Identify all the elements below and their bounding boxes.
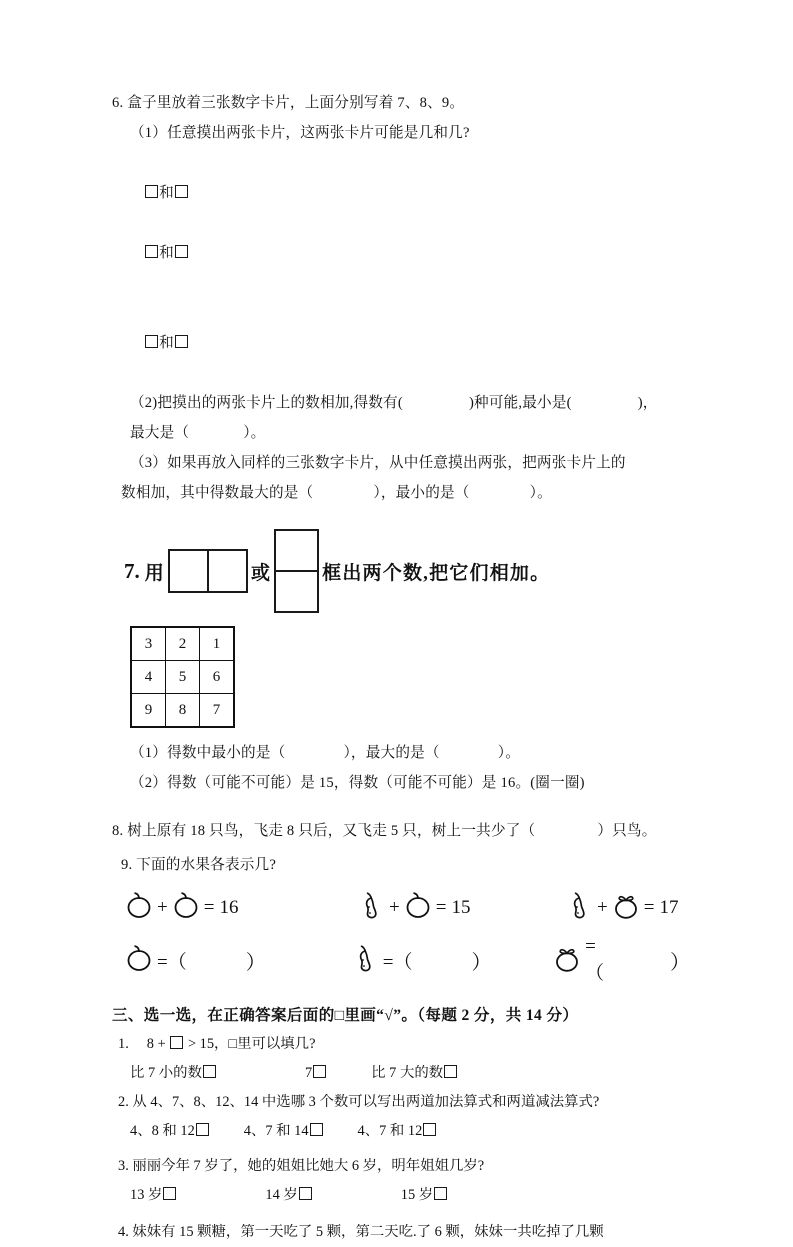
fruit-answer-1 — [124, 943, 350, 979]
equals-sign: = — [435, 897, 447, 918]
and-label-1: 和 — [159, 185, 174, 201]
question-7-part2: （2）得数（可能不可能）是 15，得数（可能不可能）是 16。(圈一圈) — [130, 775, 585, 791]
grid-cell[interactable]: 4 — [131, 661, 166, 694]
plus-sign: + — [597, 897, 608, 918]
orange-icon — [611, 890, 641, 926]
mc2-option-3[interactable]: 4、7 和 12 — [357, 1123, 423, 1139]
option-checkbox[interactable] — [203, 1065, 216, 1078]
mc-question-4: 4. 妹妹有 15 颗糖，第一天吃了 5 颗，第二天吃.了 6 颗，妹妹一共吃掉了几颗 — [118, 1224, 604, 1240]
table-row — [131, 661, 234, 694]
q6-part3-text-d: ）。 — [529, 485, 552, 501]
equation-result: 16 — [219, 897, 239, 918]
equals-open-paren: =（ — [157, 952, 187, 973]
question-7-part1 — [112, 738, 690, 768]
q6-part2-text-d: 最大是（ — [130, 425, 190, 441]
question-6-part2-line1 — [112, 388, 690, 418]
mc1-option-2[interactable]: 7 — [304, 1065, 313, 1081]
grid-cell[interactable]: 6 — [200, 661, 235, 694]
q6-part3-text-b: 数相加，其中得数最大的是（ — [121, 485, 314, 501]
q6-part2-text-a: （2)把摸出的两张卡片上的数相加,得数有( — [130, 395, 403, 411]
mc-question-3-options — [112, 1181, 690, 1210]
answer-box[interactable] — [175, 185, 188, 198]
mc1-text-b: > 15，□里可以填几? — [187, 1036, 316, 1052]
mc3-option-1[interactable]: 13 岁 — [130, 1187, 163, 1203]
option-checkbox[interactable] — [313, 1065, 326, 1078]
grid-cell[interactable]: 5 — [166, 661, 200, 694]
equation-result: 15 — [451, 897, 471, 918]
question-7-text-c: 框出两个数,把它们相加。 — [322, 562, 551, 584]
number-grid-wrapper — [112, 626, 690, 728]
question-7-headline — [112, 528, 690, 614]
apple-icon — [124, 943, 154, 979]
and-label-3: 和 — [159, 335, 174, 351]
pear-icon — [564, 890, 594, 926]
q7-part1-text-b: ），最大的是（ — [343, 745, 440, 761]
mc-question-3: 3. 丽丽今年 7 岁了，她的姐姐比她大 6 岁，明年姐姐几岁? — [118, 1158, 485, 1174]
plus-sign: + — [157, 897, 168, 918]
mc2-option-2[interactable]: 4、7 和 14 — [243, 1123, 309, 1139]
apple-icon — [171, 890, 201, 926]
fruit-answer-2 — [350, 943, 552, 979]
question-7-text-b: 或 — [250, 562, 272, 584]
option-checkbox[interactable] — [444, 1065, 457, 1078]
fruit-equation-row — [112, 890, 690, 926]
frame-cell — [170, 551, 209, 591]
grid-cell[interactable]: 2 — [166, 627, 200, 661]
grid-cell[interactable]: 9 — [131, 694, 166, 728]
frame-cell — [209, 551, 246, 591]
q8-text: 8. 树上原有 18 只鸟，飞走 8 只后，又飞走 5 只，树上一共少了（ — [112, 823, 536, 839]
question-9-stem: 9. 下面的水果各表示几? — [121, 857, 277, 873]
number-grid — [130, 626, 235, 728]
orange-icon — [552, 943, 582, 979]
option-checkbox[interactable] — [163, 1187, 176, 1200]
option-checkbox[interactable] — [423, 1123, 436, 1136]
pear-icon — [350, 943, 380, 979]
mc1-option-3[interactable]: 比 7 大的数 — [371, 1065, 444, 1081]
fruit-equation-2 — [356, 890, 564, 926]
apple-icon — [403, 890, 433, 926]
option-checkbox[interactable] — [299, 1187, 312, 1200]
answer-box[interactable] — [175, 245, 188, 258]
mc-question-1-options — [112, 1059, 690, 1088]
question-6-part2-line2 — [112, 418, 690, 448]
fruit-equation-1 — [124, 890, 356, 926]
equals-open-paren: =（ — [585, 936, 605, 984]
question-6-part3-line1: （3）如果再放入同样的三张数字卡片，从中任意摸出两张，把两张卡片上的 — [130, 455, 626, 471]
fruit-equation-3 — [564, 890, 678, 926]
answer-box[interactable] — [145, 185, 158, 198]
question-6-part3-line2 — [112, 478, 690, 508]
option-checkbox[interactable] — [434, 1187, 447, 1200]
frame-cell — [276, 531, 317, 572]
table-row — [131, 627, 234, 661]
equation-result: 17 — [659, 897, 679, 918]
mc1-text-a: 8 + — [146, 1036, 166, 1052]
section-3-heading: 三、选一选，在正确答案后面的□里画“√”。（每题 2 分，共 14 分） — [112, 1007, 579, 1024]
and-label-2: 和 — [159, 245, 174, 261]
question-6-part1: （1）任意摸出两张卡片，这两张卡片可能是几和几? — [130, 125, 470, 141]
mc-question-2: 2. 从 4、7、8、12、14 中选哪 3 个数可以写出两道加法算式和两道减法算式? — [118, 1094, 600, 1110]
grid-cell[interactable]: 8 — [166, 694, 200, 728]
question-7-number: 7. — [124, 558, 140, 583]
question-6-stem: 6. 盒子里放着三张数字卡片，上面分别写着 7、8、9。 — [112, 95, 465, 111]
question-8 — [112, 816, 690, 846]
q6-part2-text-c: )， — [637, 395, 658, 411]
close-paren: ） — [245, 952, 266, 974]
pear-icon — [356, 890, 386, 926]
frame-cell — [276, 572, 317, 611]
answer-box[interactable] — [170, 1036, 183, 1049]
q7-part1-text-a: （1）得数中最小的是（ — [130, 745, 286, 761]
mc1-option-1[interactable]: 比 7 小的数 — [130, 1065, 202, 1081]
answer-box[interactable] — [145, 335, 158, 348]
grid-cell[interactable]: 3 — [131, 627, 166, 661]
apple-icon — [124, 890, 154, 926]
plus-sign: + — [389, 897, 400, 918]
q6-part3-text-c: ），最小的是（ — [373, 485, 470, 501]
table-row — [131, 694, 234, 728]
equals-sign: = — [643, 897, 655, 918]
q7-part1-text-c: ）。 — [497, 745, 520, 761]
option-checkbox[interactable] — [310, 1123, 323, 1136]
question-7-text-a: 用 — [144, 562, 165, 584]
close-paren: ） — [471, 952, 492, 974]
q6-part2-text-e: ）。 — [243, 425, 266, 441]
mc1-number: 1. — [118, 1036, 129, 1052]
fruit-answer-3 — [552, 936, 690, 985]
grid-cell[interactable]: 1 — [200, 627, 235, 661]
option-checkbox[interactable] — [196, 1123, 209, 1136]
q6-part2-text-b: )种可能,最小是( — [468, 395, 572, 411]
fruit-answer-row — [112, 936, 690, 985]
mc-question-2-options — [112, 1117, 690, 1146]
answer-box[interactable] — [145, 245, 158, 258]
question-6-part1-answer-row — [112, 148, 690, 388]
mc2-option-1[interactable]: 4、8 和 12 — [130, 1123, 195, 1139]
mc-question-1 — [112, 1030, 690, 1059]
fruit-equations-block — [112, 890, 690, 985]
grid-cell[interactable]: 7 — [200, 694, 235, 728]
vertical-frame-icon — [274, 529, 319, 613]
mc3-option-2[interactable]: 14 岁 — [265, 1187, 298, 1203]
answer-box[interactable] — [175, 335, 188, 348]
equals-open-paren: =（ — [382, 952, 413, 973]
q8-text-end: ）只鸟。 — [597, 823, 657, 839]
mc3-option-3[interactable]: 15 岁 — [400, 1187, 434, 1203]
horizontal-frame-icon — [168, 549, 248, 593]
close-paren: ） — [670, 952, 690, 974]
worksheet-content — [112, 88, 690, 1247]
equals-sign: = — [203, 897, 215, 918]
